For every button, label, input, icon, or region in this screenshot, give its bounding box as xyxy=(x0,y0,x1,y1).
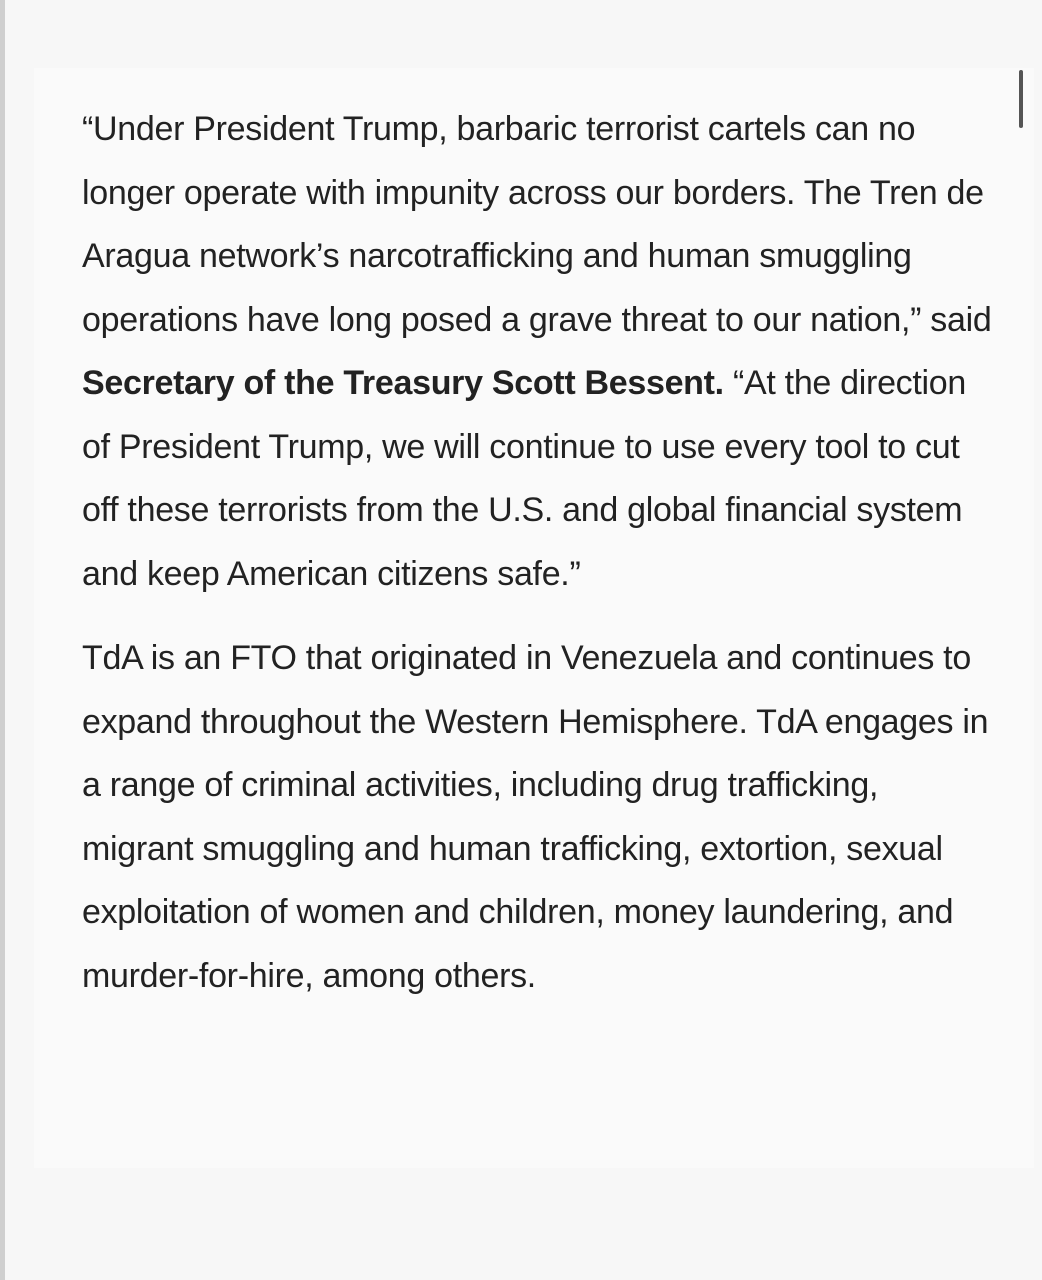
context-paragraph: TdA is an FTO that originated in Venezuela and continues to expand throughout the Western Hemisphere. TdA engages in a range of criminal activities, including drug trafficking, migrant smuggling and human trafficking, extortion, sexual exploitation of women and children, money laundering, and murder-for-hire, among others. xyxy=(82,639,989,995)
speaker-name: Secretary of the Treasury Scott Bessent. xyxy=(82,364,724,402)
quote-opening-text: “Under President Trump, barbaric terrorist cartels can no longer operate with impunity across our borders. The Tren de Aragua network’s narcotrafficking and human smuggling operations have long posed a grave threat to our nation,” said xyxy=(82,110,992,339)
quote-closing-text: “At the direction of President Trump, we will continue to use every tool to cut off these terrorists from the U.S. and global financial system and keep American citizens safe.” xyxy=(82,364,966,593)
scroll-indicator[interactable] xyxy=(1019,70,1023,128)
window-edge xyxy=(0,0,5,1280)
quote-paragraph xyxy=(82,98,992,606)
article-body xyxy=(82,98,992,1008)
